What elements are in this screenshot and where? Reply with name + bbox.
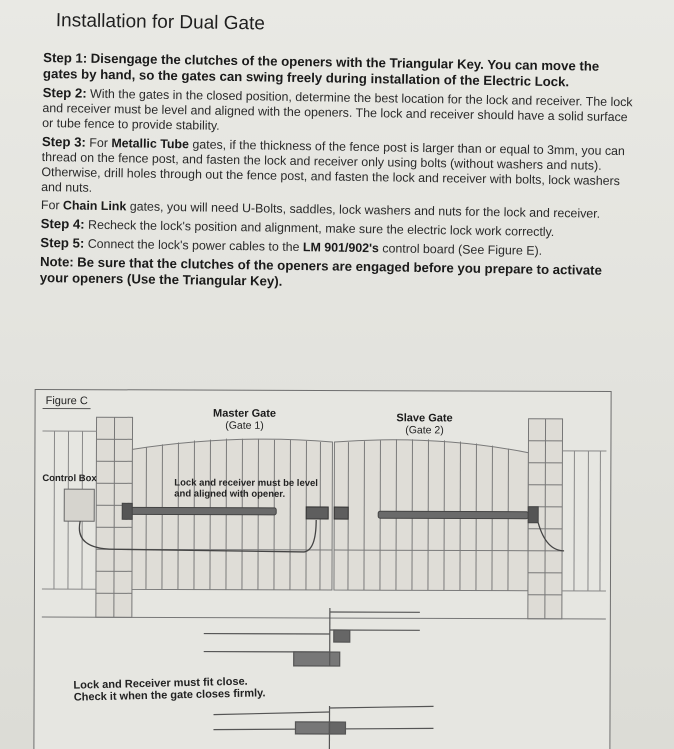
page-title: Installation for Dual Gate	[55, 10, 266, 35]
control-box	[64, 489, 94, 521]
step-2: Step 2: With the gates in the closed position, determine the best location for the lock and receiver. The lock and receiver must be level and aligned with the openers. The lock and receiver should have a solid surface or tube fence to provide stability.	[42, 84, 633, 133]
lock-note: Lock and receiver must be level and aligned with opener.	[174, 477, 318, 500]
note: Note: Be sure that the clutches of the openers are engaged before you prepare to activate your openers (Use the Triangular Key).	[39, 253, 602, 289]
figure-c	[33, 389, 614, 749]
figure-title: Figure C	[43, 394, 91, 409]
fit-note: Lock and Receiver must fit close. Check it when the gate closes firmly.	[73, 675, 266, 704]
step-4: Step 4: Recheck the lock's position and alignment, make sure the electric lock work correctly.	[40, 215, 555, 240]
lock-receiver	[306, 507, 348, 519]
slave-gate-label: Slave Gate (Gate 2)	[396, 412, 453, 437]
master-gate-label: Master Gate (Gate 1)	[213, 407, 277, 432]
control-box-label: Control Box	[42, 473, 97, 485]
right-side-fence	[562, 451, 606, 591]
detail-closed-lock	[204, 608, 420, 667]
step-1: Step 1: Disengage the clutches of the openers with the Triangular Key. You can move the gates by hand, so the gates can swing freely during installation of the Electric Lock.	[42, 49, 600, 90]
instructions	[40, 10, 634, 298]
ground-lines	[42, 617, 606, 619]
step-5: Step 5: Connect the lock's power cables to the LM 901/902's control board (See Figure E).	[40, 234, 543, 258]
chain-link-paragraph: For Chain Link gates, you will need U-Bolts, saddles, lock washers and nuts for the lock and receiver.	[40, 197, 601, 221]
detail-fit-close	[213, 706, 433, 749]
step-3: Step 3: For Metallic Tube gates, if the thickness of the fence post is larger than or equal to 3mm, you can thread on the fence post, and fasten the lock and receiver only using bolts (without washers and nuts). Otherwise, drill holes through out the fence post, and fasten the lock and receiver with bolts, lock washers and nuts.	[41, 133, 626, 195]
